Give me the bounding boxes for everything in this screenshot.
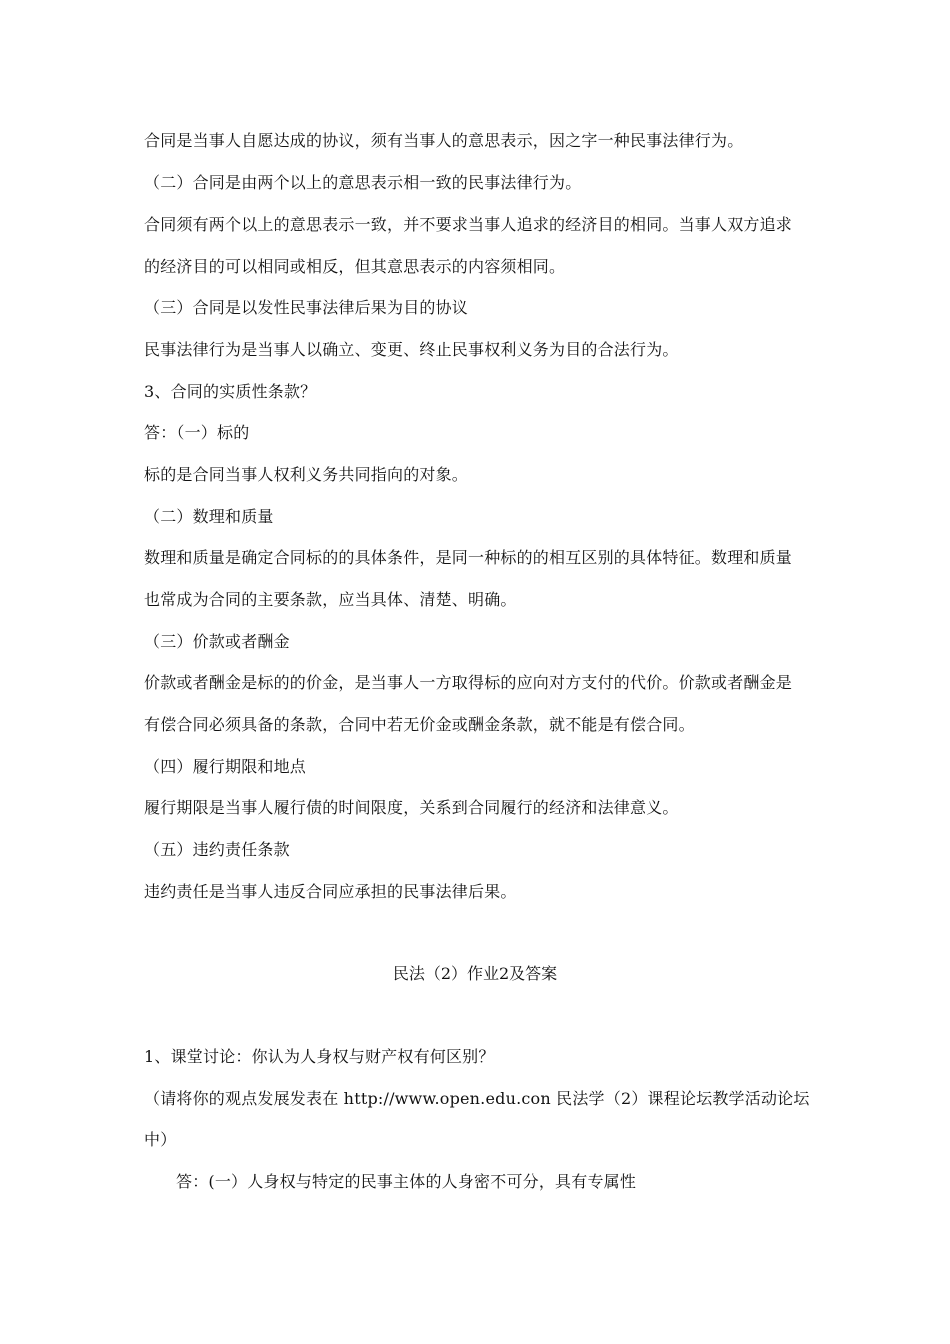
note-line: （请将你的观点发展发表在 http://www.open.edu.con 民法学（2）课程论坛教学活动论坛: [144, 1089, 810, 1108]
paragraph-line: （二）数理和质量: [144, 507, 274, 526]
paragraph-line: （三）价款或者酬金: [144, 632, 290, 651]
paragraph-line: （五）违约责任条款: [144, 840, 290, 859]
paragraph-line: （三）合同是以发性民事法律后果为目的协议: [144, 298, 469, 317]
paragraph-line: 标的是合同当事人权利义务共同指向的对象。: [144, 465, 469, 484]
paragraph-line: 也常成为合同的主要条款，应当具体、清楚、明确。: [144, 590, 517, 609]
section-title: 民法（2）作业2及答案: [392, 964, 558, 983]
answer-line: 答：(一）人身权与特定的民事主体的人身密不可分，具有专属性: [176, 1172, 637, 1191]
paragraph-line: 有偿合同必须具备的条款，合同中若无价金或酬金条款，就不能是有偿合同。: [144, 715, 695, 734]
paragraph-line: （二）合同是由两个以上的意思表示相一致的民事法律行为。: [144, 173, 582, 192]
question-line: 1、课堂讨论：你认为人身权与财产权有何区别？: [144, 1047, 495, 1066]
paragraph-line: 答：（一）标的: [144, 423, 250, 442]
paragraph-line: 履行期限是当事人履行债的时间限度，关系到合同履行的经济和法律意义。: [144, 798, 679, 817]
paragraph-line: 民事法律行为是当事人以确立、变更、终止民事权利义务为目的合法行为。: [144, 340, 679, 359]
paragraph-line: （四）履行期限和地点: [144, 757, 307, 776]
paragraph-line: 违约责任是当事人违反合同应承担的民事法律后果。: [144, 882, 517, 901]
paragraph-line: 价款或者酬金是标的的价金，是当事人一方取得标的应向对方支付的代价。价款或者酬金是: [144, 673, 793, 692]
paragraph-line: 的经济目的可以相同或相反，但其意思表示的内容须相同。: [144, 257, 566, 276]
paragraph-line: 合同是当事人自愿达成的协议，须有当事人的意思表示，因之字一种民事法律行为。: [144, 131, 744, 150]
paragraph-line: 3、合同的实质性条款？: [144, 382, 317, 401]
paragraph-line: 数理和质量是确定合同标的的具体条件，是同一种标的的相互区别的具体特征。数理和质量: [144, 548, 793, 567]
note-line: 中）: [144, 1130, 177, 1149]
paragraph-line: 合同须有两个以上的意思表示一致，并不要求当事人追求的经济目的相同。当事人双方追求: [144, 215, 793, 234]
